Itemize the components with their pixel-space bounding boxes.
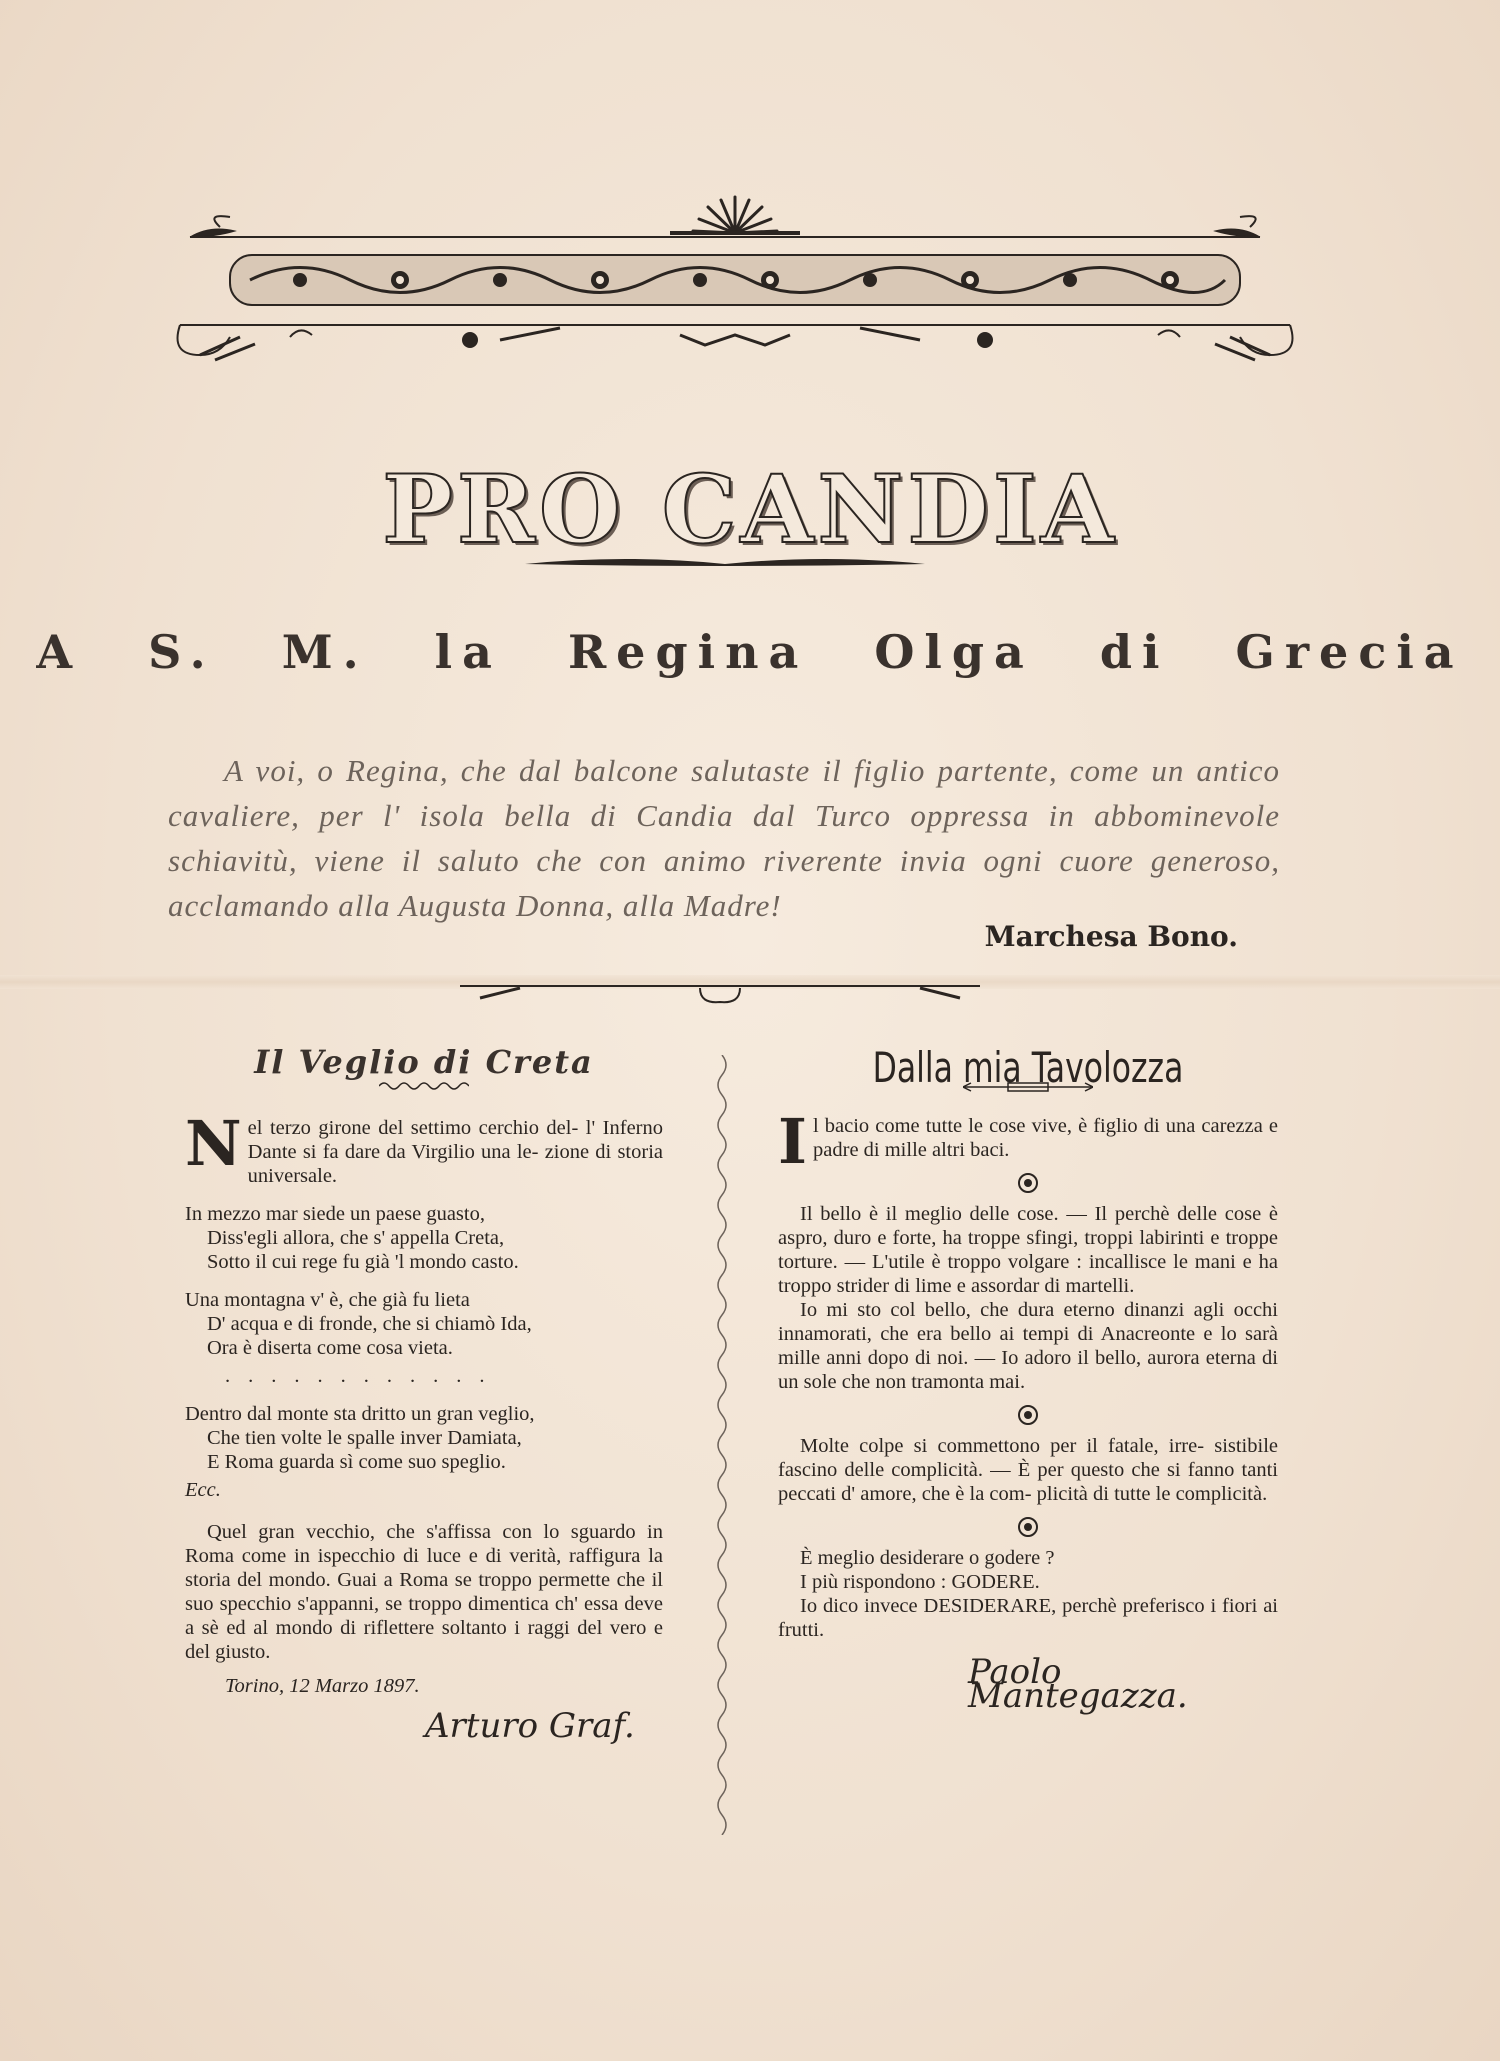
right-paragraph-1 [778, 1105, 1278, 1178]
left-signature: Arturo Graf. [425, 1706, 635, 1746]
right-paragraph-3: Io mi sto col bello, che dura eterno dinanzi agli occhi innamorati, che era bello ai tempi di Anacreonte e lo sarà mille anni dopo di noi. — Io adoro il bello, aurora eterna di un sole che non tramonta mai. [778, 1299, 1278, 1393]
right-article [778, 1043, 1279, 1716]
intro-text: A voi, o Regina, che dal balcone salutaste il figlio partente, come un antico cavaliere, per l' isola bella di Candia dal Turco oppressa in abbominevole schiavitù, viene il saluto che con animo riverente invia ogni cuore generoso, acclamando alla Augusta Donna, alla Madre! [168, 753, 1280, 923]
header-ornament [160, 185, 1310, 375]
p5b-text: I più rispondono : [800, 1571, 947, 1593]
verse-line: Diss'egli allora, che s' appella Creta, [207, 1227, 505, 1249]
right-article-title: Dalla mia Tavolozza [872, 1043, 1184, 1092]
p5c-word: DESIDERARE, [923, 1595, 1057, 1617]
verse-line: In mezzo mar siede un paese guasto, [185, 1203, 485, 1225]
verse-line: D' acqua e di fronde, che si chiamò Ida, [207, 1313, 532, 1335]
p5c-text: Io dico invece [800, 1595, 918, 1617]
right-paragraph-5a: È meglio desiderare o godere ? [800, 1547, 1055, 1569]
right-paragraph-2: Il bello è il meglio delle cose. — Il perchè delle cose è aspro, duro e forte, ha troppe sfingi, troppi labirinti e troppe torture. — L'utile è troppo volgare : incallisce le mani e ha troppo strider di lime e assordar di martelli. [778, 1203, 1278, 1297]
verse-stanza-2 [185, 1288, 663, 1360]
right-paragraph-5b [778, 1570, 1278, 1594]
ellipsis-dots: ............ [225, 1365, 503, 1387]
rosette-ornament [1017, 1516, 1039, 1538]
ecc-label: Ecc. [185, 1479, 221, 1501]
right-dropcap: I [778, 1105, 808, 1178]
left-dropcap: N [185, 1107, 242, 1180]
verse-stanza-1 [185, 1202, 663, 1274]
verse-line: Una montagna v' è, che già fu lieta [185, 1289, 470, 1311]
column-divider [713, 1055, 731, 1835]
right-p1-text: l bacio come tutte le cose vive, è figlio di una carezza e padre di mille altri baci. [813, 1115, 1278, 1161]
title-squiggle [379, 1080, 469, 1092]
section-divider-ornament [460, 978, 980, 1012]
dedication: A S. M. la Regina Olga di Grecia [36, 625, 1464, 679]
verse-line: Dentro dal monte sta dritto un gran veglio, [185, 1403, 535, 1425]
left-date: Torino, 12 Marzo 1897. [225, 1675, 420, 1697]
title-underline-ornament [525, 552, 925, 576]
verse-line: E Roma guarda sì come suo speglio. [207, 1451, 506, 1473]
left-article-title: Il Veglio di Creta [254, 1043, 594, 1081]
right-paragraph-4: Molte colpe si commettono per il fatale, irre- sistibile fascino delle complicità. — È per questo che si fanno tanti peccati d' amore, che è la com- plicità di tutte le complicità. [778, 1435, 1278, 1505]
page-title: PRO CANDIA [382, 455, 1118, 565]
left-article [185, 1043, 663, 1746]
verse-stanza-3 [185, 1402, 663, 1474]
rosette-ornament [1017, 1404, 1039, 1426]
left-closing-paragraph: Quel gran vecchio, che s'affissa con lo sguardo in Roma come in ispecchio di luce e di verità, raffigura la storia del mondo. Guai a Roma se troppo permette che il suo specchio s'appanni, se troppo dimentica ch' essa deve a sè ed al mondo di riflettere soltanto i raggi del vero e del giusto. [185, 1521, 663, 1663]
right-signature: Paolo Mantegazza. [968, 1652, 1188, 1716]
p5c-text-end: perchè preferisco i fiori ai frutti. [778, 1595, 1279, 1641]
verse-line: Che tien volte le spalle inver Damiata, [207, 1427, 522, 1449]
p5b-word: GODERE. [951, 1571, 1040, 1593]
left-opening-paragraph [185, 1107, 663, 1188]
rosette-ornament [1017, 1172, 1039, 1194]
verse-line: Ora è diserta come cosa vieta. [207, 1337, 453, 1359]
intro-signature: Marchesa Bono. [984, 920, 1238, 953]
left-opening-text: el terzo girone del settimo cerchio del- l' Inferno Dante si fa dare da Virgilio una le- zione di storia universale. [247, 1117, 663, 1187]
right-paragraph-5c [778, 1594, 1278, 1642]
verse-line: Sotto il cui rege fu già 'l mondo casto. [207, 1251, 519, 1273]
